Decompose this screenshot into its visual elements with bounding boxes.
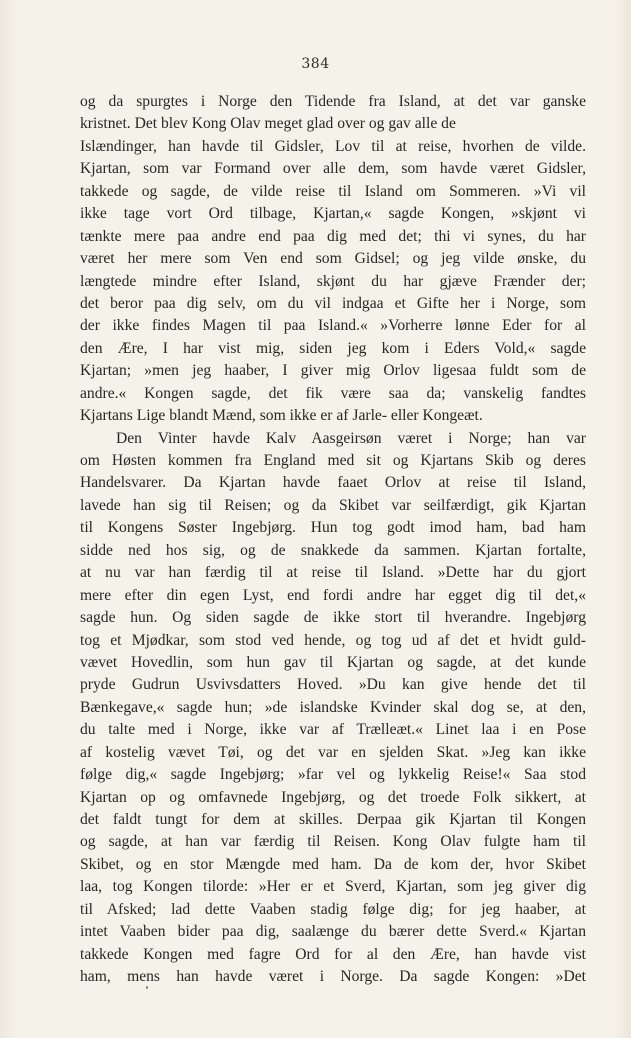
text-line: intet Vaaben bider paa dig, saalænge du bærer dette Sverd.« Kjartan bbox=[80, 923, 586, 941]
text-line: der ikke findes Magen til paa Island.« »Vorherre lønne Eder for al bbox=[80, 317, 586, 335]
text-line: ham, mens han havde været i Norge. Da sagde Kongen: »Det bbox=[80, 968, 586, 986]
text-line: og sagde, at han var færdig til Reisen. Kong Olav fulgte ham til bbox=[80, 833, 586, 851]
text-line: tænkte mere paa andre end paa dig med det; thi vi synes, du har bbox=[80, 227, 586, 245]
text-line: Bænkegave,« sagde hun; »de islandske Kvinder skal dog se, at den, bbox=[80, 698, 586, 716]
text-line: sagde hun. Og siden sagde de ikke stort til hverandre. Ingebjørg bbox=[80, 609, 586, 627]
text-line: Den Vinter havde Kalv Aasgeirsøn været i Norge; han var bbox=[116, 429, 586, 447]
text-line: andre.« Kongen sagde, det fik være saa da; vanskelig fandtes bbox=[80, 384, 586, 402]
text-line: følge dig,« sagde Ingebjørg; »far vel og lykkelig Reise!« Saa stod bbox=[80, 766, 586, 784]
text-line: Kjartan op og omfavnede Ingebjørg, og det troede Folk sikkert, at bbox=[80, 788, 586, 806]
text-line: det faldt tungt for dem at skilles. Derpaa gik Kjartan til Kongen bbox=[80, 811, 586, 828]
text-line: længtede mindre efter Island, skjønt du har gjæve Frænder der; bbox=[80, 272, 586, 290]
text-line: at nu var han færdig til at reise til Island. »Dette har du gjort bbox=[80, 564, 586, 582]
text-line: af kostelig vævet Tøi, og det var en sjelden Skat. »Jeg kan ikke bbox=[80, 743, 586, 761]
text-line: Kjartan, som var Formand over alle dem, som havde været Gidsler, bbox=[80, 160, 586, 178]
text-line: du talte med i Norge, ikke var af Trælleæt.« Linet laa i en Pose bbox=[80, 721, 586, 739]
paper-speck bbox=[146, 986, 148, 989]
text-line: til Kongens Søster Ingebjørg. Hun tog godt imod ham, bad ham bbox=[80, 519, 586, 537]
text-line: takkede og sagde, de vilde reise til Island om Sommeren. »Vi vil bbox=[80, 182, 586, 200]
page-number: 384 bbox=[301, 56, 330, 72]
text-line: tog et Mjødkar, som stod ved hende, og tog ud af det et hvidt guld- bbox=[80, 631, 586, 649]
text-line: lavede han sig til Reisen; og da Skibet var seilfærdigt, gik Kjartan bbox=[80, 496, 586, 514]
text-line: laa, tog Kongen tilorde: »Her er et Sverd, Kjartan, som jeg giver dig bbox=[80, 878, 586, 896]
text-line: det beror paa dig selv, om du vil indgaa et Gifte her i Norge, som bbox=[80, 294, 586, 312]
text-line: sidde ned hos sig, og de snakkede da sammen. Kjartan fortalte, bbox=[80, 541, 586, 559]
text-line: den Ære, I har vist mig, siden jeg kom i Eders Vold,« sagde bbox=[80, 339, 586, 357]
text-line: Skibet, og en stor Mængde med ham. Da de kom der, hvor Skibet bbox=[80, 855, 586, 873]
text-line: Kjartan; »men jeg haaber, I giver mig Orlov ligesaa fuldt som de bbox=[80, 362, 586, 380]
text-line: Kjartans Lige blandt Mænd, som ikke er af Jarle- eller Kongeæt. bbox=[80, 407, 483, 425]
text-line: Handelsvarer. Da Kjartan havde faaet Orlov at reise til Island, bbox=[80, 474, 586, 492]
text-line: til Afsked; lad dette Vaaben stadig følge dig; for jeg haaber, at bbox=[80, 900, 586, 918]
body-text bbox=[80, 91, 586, 989]
text-line: vævet Hovedlin, som hun gav til Kjartan og sagde, at det kunde bbox=[80, 653, 586, 671]
text-line: takkede Kongen med fagre Ord for al den Ære, han havde vist bbox=[80, 945, 586, 963]
text-line: kristnet. Det blev Kong Olav meget glad over og gav alle de bbox=[80, 115, 456, 133]
text-line: om Høsten kommen fra England med sit og Kjartans Skib og deres bbox=[80, 452, 586, 469]
text-line: Islændinger, han havde til Gidsler, Lov til at reise, hvorhen de vilde. bbox=[80, 137, 586, 155]
text-line: været her mere som Ven end som Gidsel; og jeg vilde ønske, du bbox=[80, 250, 586, 268]
text-line: mere efter din egen Lyst, end fordi andre har egget dig til det,« bbox=[80, 586, 586, 604]
text-line: ikke tage vort Ord tilbage, Kjartan,« sagde Kongen, »skjønt vi bbox=[80, 205, 586, 223]
text-line: og da spurgtes i Norge den Tidende fra Island, at det var ganske bbox=[80, 93, 586, 110]
text-line: pryde Gudrun Usvivsdatters Hoved. »Du kan give hende det til bbox=[80, 676, 586, 694]
